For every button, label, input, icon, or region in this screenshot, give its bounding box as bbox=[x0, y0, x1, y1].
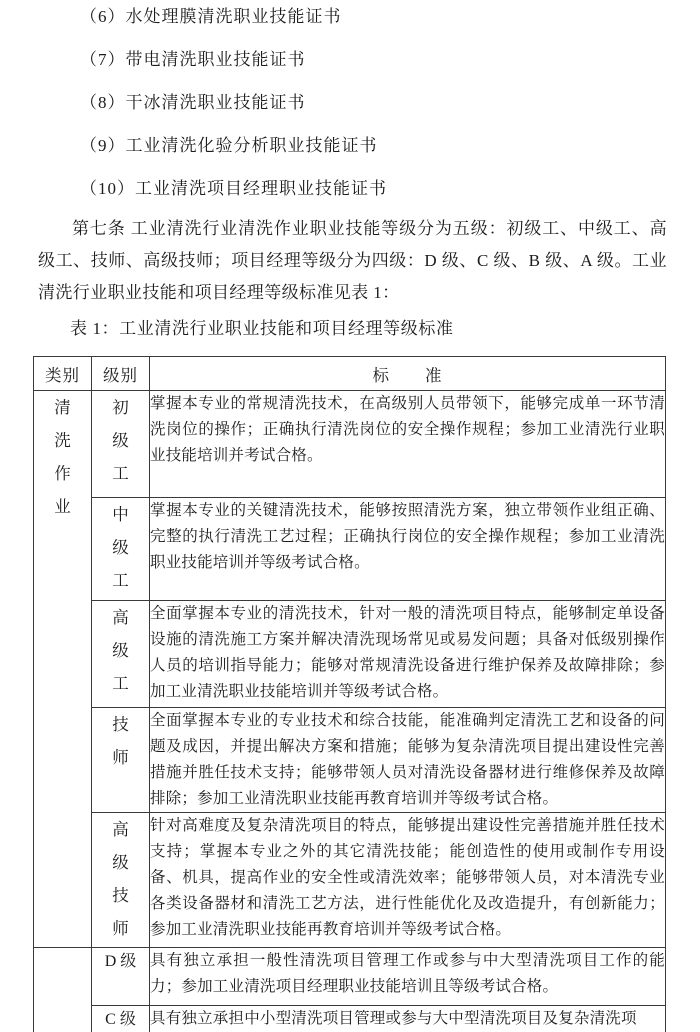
standard-cell: 针对高难度及复杂清洗项目的特点，能够提出建设性完善措施并胜任技术支持；掌握本专业之外的其它清洗技能；能创造性的使用或制作专用设备、机具，提高作业的安全性或清洗效率；能够带领人员，对本清洗专业各类设备器材和清洗工艺方法，进行性能优化及改造提升，有创新能力；参加工业清洗职业技能再教育培训并等级考试合格。 bbox=[150, 813, 666, 948]
table-caption: 表 1：工业清洗行业职业技能和项目经理等级标准 bbox=[70, 319, 454, 338]
table-row-grade-d bbox=[34, 948, 666, 1006]
table-row-senior-worker bbox=[34, 601, 666, 708]
level-label: 中级工 bbox=[112, 505, 129, 590]
table-header-row bbox=[34, 357, 666, 391]
table-row-junior-worker bbox=[34, 391, 666, 498]
level-cell bbox=[92, 498, 150, 601]
standard-cell: 全面掌握本专业的清洗技术，针对一般的清洗项目特点，能够制定单设备设施的清洗施工方案并解决清洗现场常见或易发问题；具备对低级别操作人员的培训指导能力；能够对常规清洗设备进行维护保养及故障排除；参加工业清洗职业技能培训并等级考试合格。 bbox=[150, 601, 666, 708]
level-label: 高级技师 bbox=[112, 820, 129, 938]
header-category: 类别 bbox=[34, 357, 92, 391]
header-standard: 标 准 bbox=[150, 357, 666, 391]
list-item: （7）带电清洗职业技能证书 bbox=[80, 50, 306, 69]
standard-cell: 具有独立承担一般性清洗项目管理工作或参与中大型清洗项目工作的能力；参加工业清洗项目经理职业技能培训且等级考试合格。 bbox=[150, 948, 666, 1006]
level-cell bbox=[92, 708, 150, 813]
table-row-technician bbox=[34, 708, 666, 813]
list-item: （6）水处理膜清洗职业技能证书 bbox=[80, 7, 342, 26]
list-item: （10）工业清洗项目经理职业技能证书 bbox=[80, 179, 387, 198]
level-cell: D 级 bbox=[92, 948, 150, 1006]
standard-cell: 具有独立承担中小型清洗项目管理或参与大中型清洗项目及复杂清洗项 bbox=[150, 1006, 666, 1032]
standard-cell: 掌握本专业的常规清洗技术，在高级别人员带领下，能够完成单一环节清洗岗位的操作；正确执行清洗岗位的安全操作规程；参加工业清洗行业职业技能培训并考试合格。 bbox=[150, 391, 666, 498]
table-row-senior-technician bbox=[34, 813, 666, 948]
header-level: 级别 bbox=[92, 357, 150, 391]
level-cell bbox=[92, 391, 150, 498]
level-cell bbox=[92, 813, 150, 948]
list-item: （8）干冰清洗职业技能证书 bbox=[80, 93, 306, 112]
level-label: 技师 bbox=[112, 715, 129, 767]
level-label: 高级工 bbox=[112, 608, 129, 693]
level-cell bbox=[92, 601, 150, 708]
level-label: 初级工 bbox=[112, 398, 129, 483]
standard-cell: 掌握本专业的关键清洗技术，能够按照清洗方案，独立带领作业组正确、完整的执行清洗工艺过程；正确执行岗位的安全操作规程；参加工业清洗职业技能培训并等级考试合格。 bbox=[150, 498, 666, 601]
table-row-grade-c bbox=[34, 1006, 666, 1032]
table-row-intermediate-worker bbox=[34, 498, 666, 601]
article-paragraph: 第七条 工业清洗行业清洗作业职业技能等级分为五级：初级工、中级工、高级工、技师、高级技师；项目经理等级分为四级：D 级、C 级、B 级、A 级。工业清洗行业职业技能和项目经理等级标准见表 1： bbox=[38, 219, 667, 302]
level-cell: C 级 bbox=[92, 1006, 150, 1032]
category-cell-cleaning-operation bbox=[34, 391, 92, 948]
skills-standard-table bbox=[33, 356, 666, 1032]
category-cell-project-manager bbox=[34, 948, 92, 1032]
list-item: （9）工业清洗化验分析职业技能证书 bbox=[80, 136, 378, 155]
certificate-list bbox=[38, 8, 667, 198]
standard-cell: 全面掌握本专业的专业技术和综合技能，能准确判定清洗工艺和设备的问题及成因，并提出解决方案和措施；能够为复杂清洗项目提出建设性完善措施并胜任技术支持；能够带领人员对清洗设备器材进行维修保养及故障排除；参加工业清洗职业技能再教育培训并等级考试合格。 bbox=[150, 708, 666, 813]
category-label: 清洗作业 bbox=[54, 398, 71, 516]
